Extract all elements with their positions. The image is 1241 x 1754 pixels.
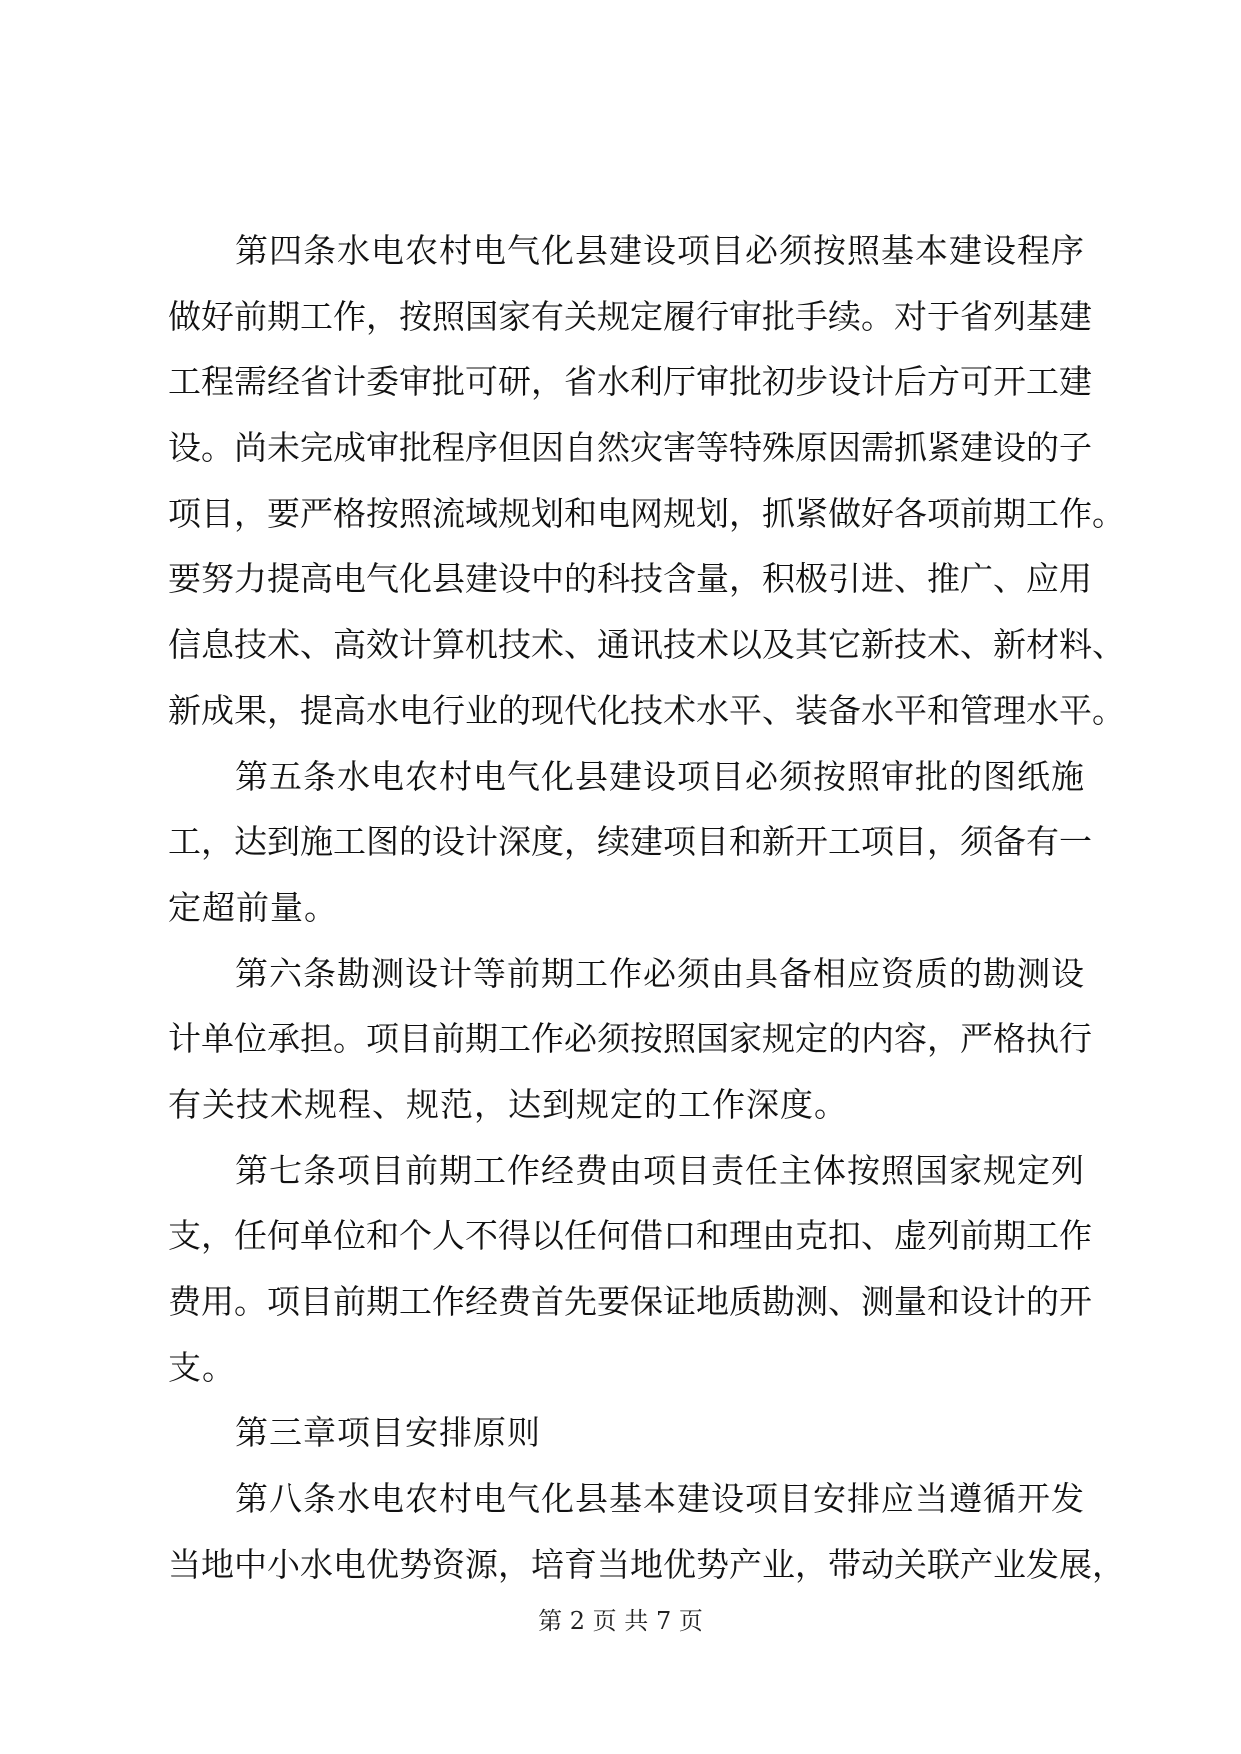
text-line-14: 有关技术规程、规范，达到规定的工作深度。 (168, 1084, 848, 1124)
text-line-12: 第六条勘测设计等前期工作必须由具备相应资质的勘测设 (235, 953, 1084, 993)
text-line-17: 费用。项目前期工作经费首先要保证地质勘测、测量和设计的开 (168, 1282, 1092, 1321)
text-line-13: 计单位承担。项目前期工作必须按照国家规定的内容，严格执行 (168, 1019, 1092, 1059)
document-body (168, 230, 1125, 1609)
text-line-2: 做好前期工作，按照国家有关规定履行审批手续。对于省列基建 (168, 296, 1092, 336)
page-number-footer: 第 2 页 共 7 页 (538, 1607, 703, 1635)
text-line-4: 设。尚未完成审批程序但因自然灾害等特殊原因需抓紧建设的子 (168, 428, 1092, 468)
chapter-heading: 第三章项目安排原则 (235, 1413, 541, 1453)
text-line-6: 要努力提高电气化县建设中的科技含量，积极引进、推广、应用 (168, 559, 1092, 599)
text-line-8: 新成果，提高水电行业的现代化技术水平、装备水平和管理水平。 (168, 690, 1125, 730)
text-line-11: 定超前量。 (168, 887, 338, 927)
text-line-10: 工，达到施工图的设计深度，续建项目和新开工项目，须备有一 (168, 822, 1092, 862)
text-line-18: 支。 (168, 1347, 236, 1387)
text-line-20: 第八条水电农村电气化县基本建设项目安排应当遵循开发 (235, 1479, 1084, 1519)
text-line-16: 支，任何单位和个人不得以任何借口和理由克扣、虚列前期工作 (168, 1216, 1092, 1256)
text-line-9: 第五条水电农村电气化县建设项目必须按照审批的图纸施 (235, 756, 1084, 796)
text-line-5: 项目，要严格按照流域规划和电网规划，抓紧做好各项前期工作。 (168, 493, 1125, 533)
text-line-7: 信息技术、高效计算机技术、通讯技术以及其它新技术、新材料、 (168, 625, 1125, 665)
text-line-21: 当地中小水电优势资源，培育当地优势产业，带动关联产业发展， (168, 1544, 1125, 1584)
text-line-15: 第七条项目前期工作经费由项目责任主体按照国家规定列 (235, 1150, 1084, 1190)
text-line-1: 第四条水电农村电气化县建设项目必须按照基本建设程序 (235, 231, 1084, 270)
text-line-3: 工程需经省计委审批可研，省水利厅审批初步设计后方可开工建 (168, 362, 1092, 402)
